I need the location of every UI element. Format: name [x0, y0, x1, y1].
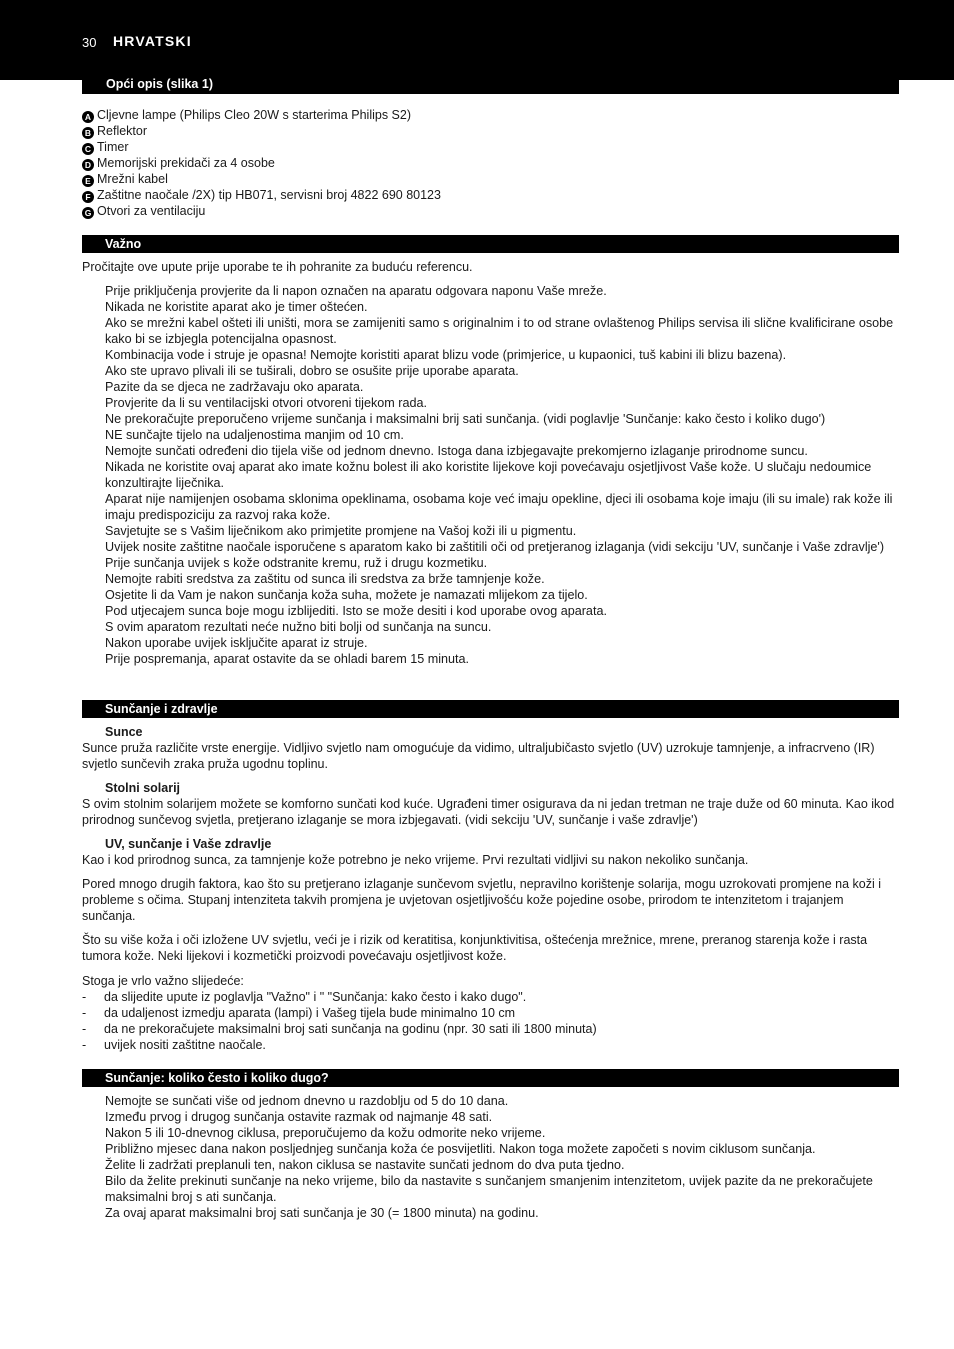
letter-b-badge: B: [82, 127, 94, 139]
list-item: [82, 1005, 897, 1021]
parts-legend: [82, 107, 441, 219]
list-item: Nemojte se sunčati više od jednom dnevno u razdoblju od 5 do 10 dana.: [105, 1094, 509, 1108]
safety-list: [105, 283, 897, 667]
letter-a-badge: A: [82, 111, 94, 123]
list-item: Pazite da se djeca ne zadržavaju oko aparata.: [105, 380, 364, 394]
dash-list: [82, 989, 897, 1053]
list-item-text: da udaljenost izmedju aparata (lampi) i Vašeg tijela bude minimalno 10 cm: [104, 1006, 516, 1020]
list-item: [82, 1021, 897, 1037]
header-band: [0, 0, 954, 80]
list-item: Približno mjesec dana nakon posljednjeg sunčanja koža će posvijetliti. Nakon toga možete započeti s novim ciklusom sunčanja.: [105, 1142, 816, 1156]
list-item-text: da slijedite upute iz poglavlja "Važno" i " "Sunčanja: kako često i kako dugo".: [104, 990, 527, 1004]
list-item: Želite li zadržati preplanuli ten, nakon ciklusa se nastavite sunčati jednom do dva puta tjedno.: [105, 1158, 625, 1172]
list-item: Pod utjecajem sunca boje mogu izblijediti. Isto se može desiti i kod uporabe ovog aparata.: [105, 604, 607, 618]
subheading-solarij: Stolni solarij: [105, 781, 181, 795]
legend-item: [82, 187, 441, 203]
list-item: Kombinacija vode i struje je opasna! Nemojte koristiti aparat blizu vode (primjerice, u kupaonici, tuš kabini ili blizu bazena).: [105, 348, 787, 362]
section-heading-opis: Opći opis (slika 1): [82, 75, 899, 94]
paragraph-stoga: Stoga je vrlo važno slijedeće:: [82, 974, 244, 988]
letter-c-badge: C: [82, 143, 94, 155]
legend-item: [82, 139, 441, 155]
legend-text: Memorijski prekidači za 4 osobe: [97, 156, 275, 170]
subheading-sunce: Sunce: [105, 725, 143, 739]
list-item: Aparat nije namijenjen osobama sklonima opeklinama, osobama koje već imaju opekline, djeci ili osobama koje imaju (ili su imale) rak kože ili imaju predispoziciju za razvoj raka kože.: [105, 492, 893, 522]
list-item: Nemojte sunčati određeni dio tijela više od jednom dnevno. Istoga dana izbjegavajte prekomjerno izlaganje prirodnome suncu.: [105, 444, 808, 458]
list-item: Između prvog i drugog sunčanja ostavite razmak od najmanje 48 sati.: [105, 1110, 493, 1124]
list-item: Nikada ne koristite aparat ako je timer oštećen.: [105, 300, 368, 314]
language-title: HRVATSKI: [113, 33, 192, 49]
paragraph-solarij: S ovim stolnim solarijem možete se komforno sunčati kod kuće. Ugrađeni timer osigurava da ni jedan tretman ne traje duže od 60 minuta. Kao ikod prirodnog sunčevog svjetla, pretjerano izlaganje se mora izbjegavati. (vidi sekciju 'UV, sunčanje i vaše zdravlje'): [82, 797, 895, 827]
list-item: Za ovaj aparat maksimalni broj sati sunčanja je 30 (= 1800 minuta) na godinu.: [105, 1206, 539, 1220]
section-heading-koliko: Sunčanje: koliko često i koliko dugo?: [82, 1069, 899, 1087]
legend-item: [82, 203, 441, 219]
list-item: Prije sunčanja uvijek s kože odstranite kremu, ruž i drugu kozmetiku.: [105, 556, 488, 570]
list-item: Ne prekoračujte preporučeno vrijeme sunčanja i maksimalni brij sati sunčanja. (vidi poglavlje 'Sunčanje: kako često i koliko dugo'): [105, 412, 826, 426]
legend-text: Mrežni kabel: [97, 172, 168, 186]
legend-text: Zaštitne naočale /2X) tip HB071, servisni broj 4822 690 80123: [97, 188, 441, 202]
subheading-uv: UV, sunčanje i Vaše zdravlje: [105, 837, 272, 851]
list-item: Nemojte rabiti sredstva za zaštitu od sunca ili sredstva za brže tamnjenje kože.: [105, 572, 545, 586]
list-item: Ako ste upravo plivali ili se tuširali, dobro se osušite prije uporabe aparata.: [105, 364, 519, 378]
list-item: Bilo da želite prekinuti sunčanje na neko vrijeme, bilo da nastavite s sunčanjem smanjenim intenzitetom, uvijek pazite da ne prekoračujete maksimalni broj s ati sunčanja.: [105, 1174, 873, 1204]
list-item-text: uvijek nositi zaštitne naočale.: [104, 1038, 266, 1052]
letter-g-badge: G: [82, 207, 94, 219]
list-item: Nikada ne koristite ovaj aparat ako imate kožnu bolest ili ako koristite lijekove koji povećavaju osjetljivost Vaše kože. U slučaju nedoumice konzultirajte liječnika.: [105, 460, 872, 490]
list-item: Ako se mrežni kabel ošteti ili uništi, mora se zamijeniti samo s originalnim i to od strane ovlaštenog Philips servisa ili slične kvalificirane osobe kako bi se izbjegla potencijalna opasnost.: [105, 316, 894, 346]
legend-text: Cljevne lampe (Philips Cleo 20W s starterima Philips S2): [97, 108, 412, 122]
legend-item: [82, 155, 441, 171]
dash-bullet: -: [82, 990, 87, 1004]
list-item: Nakon uporabe uvijek isključite aparat iz struje.: [105, 636, 368, 650]
list-item: Savjetujte se s Vašim liječnikom ako primjetite promjene na Vašoj koži ili u pigmentu.: [105, 524, 577, 538]
paragraph-uv-3: Što su više koža i oči izložene UV svjetlu, veći je i rizik od keratitisa, konjunktivitisa, oštećenja mrežnice, mrene, preranog starenja kože i rasta tumora kože. Neki lijekovi i kozmetički proizvodi povećavaju osjetljivost kože.: [82, 933, 868, 963]
list-item: Osjetite li da Vam je nakon sunčanja koža suha, možete je namazati mlijekom za tijelo.: [105, 588, 588, 602]
dash-bullet: -: [82, 1038, 87, 1052]
paragraph-sunce: Sunce pruža različite vrste energije. Vidljivo svjetlo nam omogućuje da vidimo, ultraljubičasto svjetlo (UV) uzrokuje tamnjenje, a infracrveno (IR) svjetlo sunčevih zraka pruža ugodnu toplinu.: [82, 741, 875, 771]
dash-bullet: -: [82, 1006, 87, 1020]
section-heading-vazno: Važno: [82, 235, 899, 253]
paragraph-uv-2: Pored mnogo drugih faktora, kao što su pretjerano izlaganje sunčevom svjetlu, nepravilno korištenje solarija, mogu uzrokovati promjene na koži i probleme s očima. Stupanj intenziteta takvih promjena je uvjetovan osjetljivošću kože pojedine osobe, prirodom te intenzitetom i trajanjem sunčanja.: [82, 877, 882, 923]
list-item-text: da ne prekoračujete maksimalni broj sati sunčanja na godinu (npr. 30 sati ili 1800 minuta): [104, 1022, 597, 1036]
page-number: 30: [82, 35, 97, 50]
list-item: Uvijek nosite zaštitne naočale isporučene s aparatom kako bi zaštitili oči od pretjeranog izlaganja (vidi sekciju 'UV, sunčanje i Vaše zdravlje'): [105, 540, 885, 554]
letter-d-badge: D: [82, 159, 94, 171]
list-item: Provjerite da li su ventilacijski otvori otvoreni tijekom rada.: [105, 396, 427, 410]
list-item: [82, 1037, 897, 1053]
section-heading-zdravlje: Sunčanje i zdravlje: [82, 700, 899, 718]
intro-text: Pročitajte ove upute prije uporabe te ih pohranite za buduću referencu.: [82, 260, 473, 274]
frequency-list: [105, 1093, 897, 1221]
letter-e-badge: E: [82, 175, 94, 187]
legend-item: [82, 107, 441, 123]
list-item: NE sunčajte tijelo na udaljenostima manjim od 10 cm.: [105, 428, 404, 442]
dash-bullet: -: [82, 1022, 87, 1036]
list-item: Prije priključenja provjerite da li napon označen na aparatu odgovara naponu Vaše mreže.: [105, 284, 607, 298]
paragraph-uv-1: Kao i kod prirodnog sunca, za tamnjenje kože potrebno je neko vrijeme. Prvi rezultati vidljivi su nakon nekoliko sunčanja.: [82, 853, 749, 867]
list-item: S ovim aparatom rezultati neće nužno biti bolji od sunčanja na suncu.: [105, 620, 492, 634]
letter-f-badge: F: [82, 191, 94, 203]
list-item: Nakon 5 ili 10-dnevnog ciklusa, preporučujemo da kožu odmorite neko vrijeme.: [105, 1126, 546, 1140]
legend-item: [82, 123, 441, 139]
legend-text: Timer: [97, 140, 129, 154]
legend-item: [82, 171, 441, 187]
legend-text: Reflektor: [97, 124, 148, 138]
legend-text: Otvori za ventilaciju: [97, 204, 206, 218]
list-item: Prije pospremanja, aparat ostavite da se ohladi barem 15 minuta.: [105, 652, 470, 666]
list-item: [82, 989, 897, 1005]
